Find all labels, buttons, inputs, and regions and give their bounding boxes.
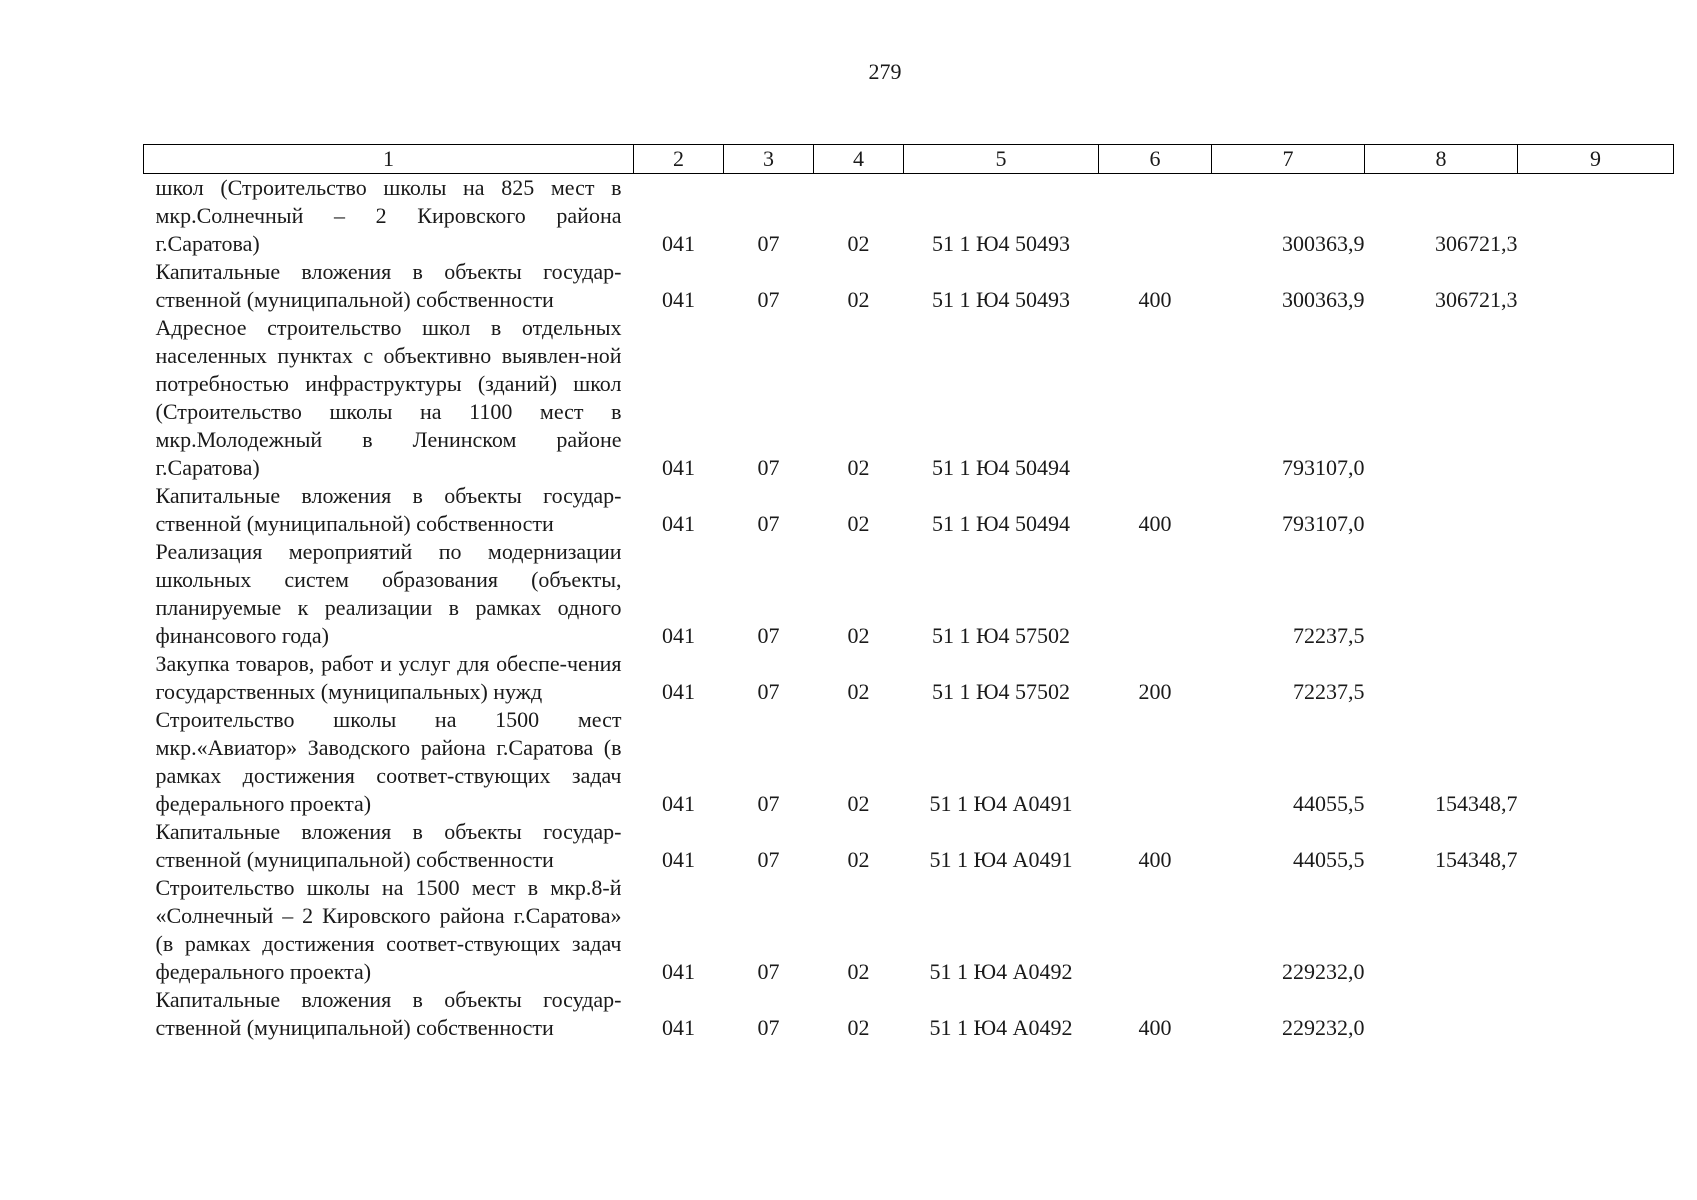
- row-subsection-code: 02: [847, 623, 870, 648]
- row-section-code: 07: [757, 287, 780, 312]
- row-amount-year-2: 306721,3: [1435, 287, 1518, 312]
- row-name: Строительство школы на 1500 мест в мкр.8-й «Солнечный – 2 Кировского района г.Саратова» (в рамках достижения соответ-ствующих задач федерального проекта): [155, 875, 622, 984]
- row-amount-year-1: 229232,0: [1282, 959, 1365, 984]
- row-subsection-code: 02: [847, 511, 870, 536]
- row-subsection-code: 02: [847, 679, 870, 704]
- row-ministry-code: 041: [662, 847, 695, 872]
- row-subsection-code: 02: [847, 287, 870, 312]
- row-name: Капитальные вложения в объекты государ-ственной (муниципальной) собственности: [155, 259, 622, 312]
- row-ministry-code: 041: [662, 959, 695, 984]
- row-target-article: 51 1 Ю4 А0492: [929, 1015, 1073, 1040]
- row-amount-year-1: 44055,5: [1293, 847, 1365, 872]
- row-section-code: 07: [757, 791, 780, 816]
- row-name: Капитальные вложения в объекты государ-ственной (муниципальной) собственности: [155, 483, 622, 536]
- row-ministry-code: 041: [662, 231, 695, 256]
- table-row: [144, 650, 1674, 706]
- row-section-code: 07: [757, 1015, 780, 1040]
- row-name: Капитальные вложения в объекты государ-ственной (муниципальной) собственности: [155, 987, 622, 1040]
- column-header-7: 7: [1212, 145, 1365, 174]
- page-number: 279: [868, 59, 902, 84]
- table-row: [144, 538, 1674, 650]
- row-section-code: 07: [757, 847, 780, 872]
- row-section-code: 07: [757, 511, 780, 536]
- row-amount-year-1: 793107,0: [1282, 511, 1365, 536]
- row-amount-year-1: 44055,5: [1293, 791, 1365, 816]
- row-target-article: 51 1 Ю4 57502: [931, 623, 1071, 648]
- column-header-6: 6: [1099, 145, 1212, 174]
- row-amount-year-1: 793107,0: [1282, 455, 1365, 480]
- row-expense-type: [1099, 874, 1212, 986]
- row-section-code: 07: [757, 231, 780, 256]
- row-target-article: 51 1 Ю4 50494: [931, 455, 1071, 480]
- row-expense-type: 400: [1138, 847, 1172, 872]
- row-subsection-code: 02: [847, 231, 870, 256]
- row-expense-type: 400: [1138, 511, 1172, 536]
- row-ministry-code: 041: [662, 287, 695, 312]
- table-row: [144, 818, 1674, 874]
- row-amount-year-3: [1518, 818, 1674, 874]
- row-amount-year-3: [1518, 650, 1674, 706]
- column-header-4: 4: [814, 145, 904, 174]
- row-amount-year-3: [1518, 986, 1674, 1042]
- row-expense-type: [1099, 538, 1212, 650]
- row-target-article: 51 1 Ю4 57502: [931, 679, 1071, 704]
- row-amount-year-2: [1365, 482, 1518, 538]
- row-amount-year-2: [1365, 650, 1518, 706]
- row-expense-type: [1099, 314, 1212, 482]
- table-row: [144, 314, 1674, 482]
- row-amount-year-3: [1518, 258, 1674, 314]
- row-target-article: 51 1 Ю4 А0491: [929, 847, 1073, 872]
- column-header-1: 1: [144, 145, 634, 174]
- row-name: Реализация мероприятий по модернизации школьных систем образования (объекты, планируемые к реализации в рамках одного финансового года): [155, 539, 622, 648]
- row-expense-type: [1099, 174, 1212, 259]
- row-amount-year-2: [1365, 986, 1518, 1042]
- row-section-code: 07: [757, 959, 780, 984]
- row-amount-year-1: 300363,9: [1282, 231, 1365, 256]
- table-row: [144, 482, 1674, 538]
- row-name: школ (Строительство школы на 825 мест в мкр.Солнечный – 2 Кировского района г.Саратова): [155, 175, 622, 256]
- row-amount-year-3: [1518, 174, 1674, 259]
- row-ministry-code: 041: [662, 455, 695, 480]
- row-subsection-code: 02: [847, 1015, 870, 1040]
- row-amount-year-3: [1518, 874, 1674, 986]
- row-amount-year-2: [1365, 314, 1518, 482]
- row-section-code: 07: [757, 679, 780, 704]
- column-header-5: 5: [904, 145, 1099, 174]
- column-header-3: 3: [724, 145, 814, 174]
- row-expense-type: 200: [1138, 679, 1172, 704]
- row-amount-year-2: [1365, 874, 1518, 986]
- row-target-article: 51 1 Ю4 50493: [931, 287, 1071, 312]
- row-target-article: 51 1 Ю4 50493: [931, 231, 1071, 256]
- row-amount-year-2: [1365, 538, 1518, 650]
- row-amount-year-1: 72237,5: [1293, 623, 1365, 648]
- row-ministry-code: 041: [662, 791, 695, 816]
- budget-table: [143, 144, 1674, 1042]
- row-target-article: 51 1 Ю4 А0492: [929, 959, 1073, 984]
- row-amount-year-3: [1518, 538, 1674, 650]
- row-expense-type: 400: [1138, 287, 1172, 312]
- row-subsection-code: 02: [847, 455, 870, 480]
- row-subsection-code: 02: [847, 847, 870, 872]
- table-row: [144, 874, 1674, 986]
- row-expense-type: 400: [1138, 1015, 1172, 1040]
- row-name: Адресное строительство школ в отдельных населенных пунктах с объективно выявлен-ной потребностью инфраструктуры (зданий) школ (Строительство школы на 1100 мест в мкр.Молодежный в Ленинском районе г.Саратова): [155, 315, 622, 480]
- row-target-article: 51 1 Ю4 50494: [931, 511, 1071, 536]
- row-section-code: 07: [757, 455, 780, 480]
- row-ministry-code: 041: [662, 1015, 695, 1040]
- table-row: [144, 986, 1674, 1042]
- row-target-article: 51 1 Ю4 А0491: [929, 791, 1073, 816]
- row-section-code: 07: [757, 623, 780, 648]
- table-row: [144, 174, 1674, 259]
- row-amount-year-2: 154348,7: [1435, 847, 1518, 872]
- row-ministry-code: 041: [662, 679, 695, 704]
- row-name: Строительство школы на 1500 мест мкр.«Авиатор» Заводского района г.Саратова (в рамках достижения соответ-ствующих задач федерального проекта): [155, 707, 622, 816]
- row-expense-type: [1099, 706, 1212, 818]
- column-header-2: 2: [634, 145, 724, 174]
- column-header-9: 9: [1518, 145, 1674, 174]
- row-ministry-code: 041: [662, 623, 695, 648]
- row-amount-year-1: 229232,0: [1282, 1015, 1365, 1040]
- row-amount-year-1: 300363,9: [1282, 287, 1365, 312]
- row-subsection-code: 02: [847, 959, 870, 984]
- row-amount-year-3: [1518, 706, 1674, 818]
- row-ministry-code: 041: [662, 511, 695, 536]
- table-row: [144, 258, 1674, 314]
- row-amount-year-3: [1518, 314, 1674, 482]
- row-amount-year-3: [1518, 482, 1674, 538]
- row-amount-year-2: 306721,3: [1435, 231, 1518, 256]
- table-row: [144, 706, 1674, 818]
- row-subsection-code: 02: [847, 791, 870, 816]
- row-amount-year-1: 72237,5: [1293, 679, 1365, 704]
- header-row: [144, 145, 1674, 174]
- column-header-8: 8: [1365, 145, 1518, 174]
- row-amount-year-2: 154348,7: [1435, 791, 1518, 816]
- row-name: Капитальные вложения в объекты государ-ственной (муниципальной) собственности: [155, 819, 622, 872]
- row-name: Закупка товаров, работ и услуг для обеспе-чения государственных (муниципальных) нужд: [155, 651, 622, 704]
